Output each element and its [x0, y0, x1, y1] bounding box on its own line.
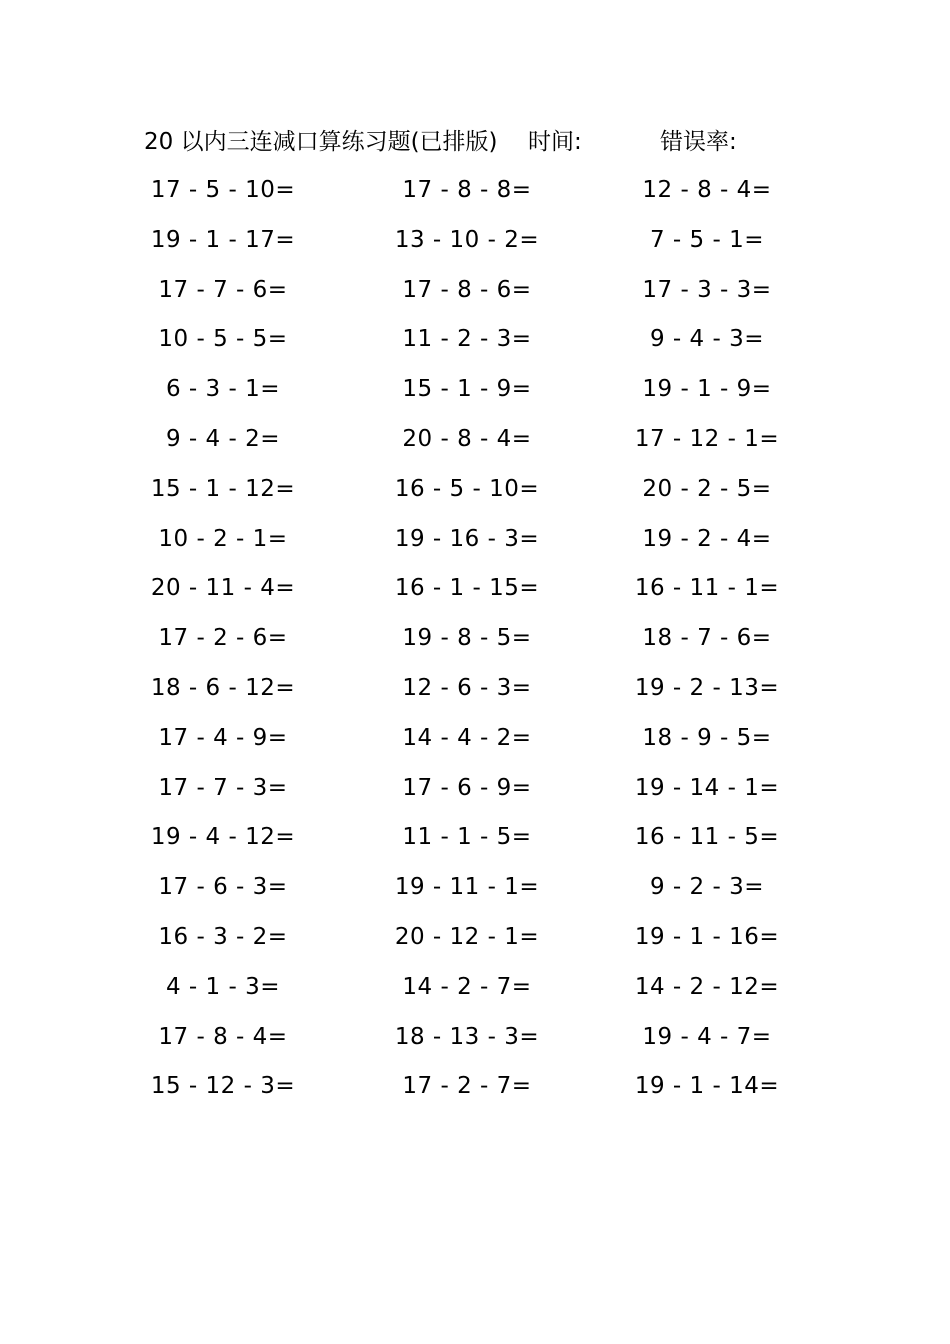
subtraction-problem: 17 - 4 - 9=: [158, 724, 288, 751]
problem-row: [0, 867, 950, 917]
error-rate-label: 错误率:: [660, 129, 737, 155]
subtraction-problem: 18 - 13 - 3=: [394, 1023, 540, 1050]
subtraction-problem: 9 - 4 - 3=: [649, 326, 764, 353]
problem-row: [0, 718, 950, 768]
subtraction-problem: 19 - 16 - 3=: [394, 525, 540, 552]
subtraction-problem: 17 - 7 - 6=: [158, 276, 288, 303]
subtraction-problem: 17 - 8 - 8=: [402, 177, 532, 203]
subtraction-problem: 17 - 6 - 9=: [402, 774, 532, 801]
subtraction-problem: 18 - 9 - 5=: [642, 724, 772, 751]
subtraction-problem: 19 - 1 - 9=: [642, 376, 772, 403]
subtraction-problem: 15 - 12 - 3=: [150, 1073, 296, 1100]
subtraction-problem: 17 - 8 - 6=: [402, 276, 532, 303]
problem-row: [0, 668, 950, 718]
subtraction-problem: 14 - 2 - 12=: [634, 973, 780, 1000]
subtraction-problem: 9 - 4 - 2=: [165, 425, 280, 452]
subtraction-problem: 18 - 7 - 6=: [642, 625, 772, 652]
problem-row: [0, 618, 950, 668]
problem-grid: [0, 170, 950, 1116]
time-label: 时间:: [528, 129, 582, 155]
problem-row: [0, 270, 950, 320]
subtraction-problem: 17 - 3 - 3=: [642, 276, 772, 303]
subtraction-problem: 16 - 1 - 15=: [394, 575, 540, 602]
problem-row: [0, 817, 950, 867]
subtraction-problem: 19 - 1 - 16=: [634, 923, 780, 950]
problem-row: [0, 519, 950, 569]
subtraction-problem: 19 - 1 - 17=: [150, 226, 296, 253]
subtraction-problem: 20 - 12 - 1=: [394, 923, 540, 950]
subtraction-problem: 16 - 11 - 5=: [634, 824, 780, 851]
subtraction-problem: 20 - 11 - 4=: [150, 575, 296, 602]
subtraction-problem: 17 - 12 - 1=: [634, 425, 780, 452]
subtraction-problem: 13 - 10 - 2=: [394, 226, 540, 253]
subtraction-problem: 14 - 2 - 7=: [402, 973, 532, 1000]
subtraction-problem: 10 - 5 - 5=: [158, 326, 288, 353]
subtraction-problem: 17 - 2 - 7=: [402, 1073, 532, 1100]
subtraction-problem: 19 - 2 - 13=: [634, 674, 780, 701]
problem-row: [0, 469, 950, 519]
subtraction-problem: 9 - 2 - 3=: [649, 874, 764, 901]
subtraction-problem: 19 - 14 - 1=: [634, 774, 780, 801]
worksheet-header: [0, 124, 950, 160]
subtraction-problem: 16 - 5 - 10=: [394, 475, 540, 502]
problem-row: [0, 768, 950, 818]
subtraction-problem: 17 - 6 - 3=: [158, 874, 288, 901]
subtraction-problem: 11 - 2 - 3=: [402, 326, 532, 353]
problem-row: [0, 419, 950, 469]
subtraction-problem: 16 - 11 - 1=: [634, 575, 780, 602]
subtraction-problem: 12 - 6 - 3=: [402, 674, 532, 701]
problem-row: [0, 967, 950, 1017]
subtraction-problem: 19 - 8 - 5=: [402, 625, 532, 652]
subtraction-problem: 17 - 5 - 10=: [150, 177, 296, 203]
problem-row: [0, 1017, 950, 1067]
problem-row: [0, 1066, 950, 1116]
subtraction-problem: 15 - 1 - 12=: [150, 475, 296, 502]
subtraction-problem: 19 - 4 - 7=: [642, 1023, 772, 1050]
worksheet-title: 20 以内三连减口算练习题(已排版): [144, 129, 498, 155]
subtraction-problem: 17 - 2 - 6=: [158, 625, 288, 652]
problem-row: [0, 170, 950, 220]
subtraction-problem: 4 - 1 - 3=: [165, 973, 280, 1000]
subtraction-problem: 16 - 3 - 2=: [158, 923, 288, 950]
subtraction-problem: 7 - 5 - 1=: [649, 226, 764, 253]
problem-row: [0, 220, 950, 270]
subtraction-problem: 15 - 1 - 9=: [402, 376, 532, 403]
subtraction-problem: 10 - 2 - 1=: [158, 525, 288, 552]
subtraction-problem: 11 - 1 - 5=: [402, 824, 532, 851]
subtraction-problem: 19 - 11 - 1=: [394, 874, 540, 901]
problem-row: [0, 917, 950, 967]
subtraction-problem: 20 - 8 - 4=: [402, 425, 532, 452]
subtraction-problem: 20 - 2 - 5=: [642, 475, 772, 502]
problem-row: [0, 568, 950, 618]
subtraction-problem: 19 - 1 - 14=: [634, 1073, 780, 1100]
problem-row: [0, 319, 950, 369]
subtraction-problem: 17 - 8 - 4=: [158, 1023, 288, 1050]
subtraction-problem: 18 - 6 - 12=: [150, 674, 296, 701]
subtraction-problem: 17 - 7 - 3=: [158, 774, 288, 801]
subtraction-problem: 19 - 2 - 4=: [642, 525, 772, 552]
subtraction-problem: 19 - 4 - 12=: [150, 824, 296, 851]
subtraction-problem: 14 - 4 - 2=: [402, 724, 532, 751]
subtraction-problem: 12 - 8 - 4=: [642, 177, 772, 203]
problem-row: [0, 369, 950, 419]
subtraction-problem: 6 - 3 - 1=: [165, 376, 280, 403]
